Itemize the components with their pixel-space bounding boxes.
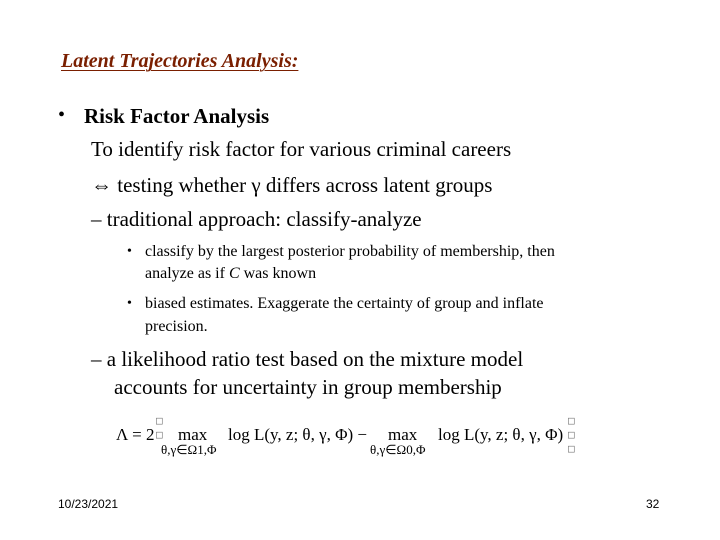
sub-bullet-symbol: • <box>127 296 132 311</box>
line-testing <box>91 173 492 198</box>
formula-subscript: θ,γ∈Ω0,Φ <box>370 442 426 457</box>
testing-text: testing whether γ differs across latent groups <box>117 173 493 197</box>
footer-date: 10/23/2021 <box>58 497 119 511</box>
formula-lhs: Λ = 2 <box>116 425 155 444</box>
placeholder-glyph: □ <box>568 428 575 441</box>
line-lrt: – a likelihood ratio test based on the mixture model <box>91 347 524 371</box>
double-arrow-icon: ⇔ <box>91 173 112 197</box>
placeholder-glyph: □ <box>156 414 163 427</box>
line-lrt-cont: accounts for uncertainty in group membership <box>114 375 502 399</box>
line-identify: To identify risk factor for various criminal careers <box>91 137 512 161</box>
formula-term: log L(y, z; θ, γ, Φ) <box>438 425 564 444</box>
placeholder-glyph: □ <box>568 442 575 455</box>
page-number: 32 <box>646 497 660 511</box>
sub-bullet-text <box>145 262 316 286</box>
sub-bullet-text-cont: analyze as if C was known <box>145 265 317 282</box>
sub-bullet-text: biased estimates. Exaggerate the certainty of group and inflate <box>145 295 544 312</box>
sub-bullet-text-cont: precision. <box>145 318 208 335</box>
formula-max: max <box>388 425 418 444</box>
sub-bullet-text: classify by the largest posterior probability of membership, then <box>145 243 555 260</box>
placeholder-glyph: □ <box>156 428 163 441</box>
variable-c: C <box>228 265 240 282</box>
line-traditional: – traditional approach: classify-analyze <box>91 207 422 231</box>
bullet-heading: Risk Factor Analysis <box>84 104 270 128</box>
formula-max: max <box>178 425 208 444</box>
placeholder-glyph: □ <box>568 414 575 427</box>
slide-title: Latent Trajectories Analysis: <box>61 50 299 72</box>
formula-subscript: θ,γ∈Ω1,Φ <box>161 442 217 457</box>
sub-bullet-symbol: • <box>127 244 132 259</box>
bullet-symbol: • <box>58 104 66 126</box>
likelihood-ratio-formula <box>116 412 586 464</box>
formula-term: log L(y, z; θ, γ, Φ) − <box>228 425 368 444</box>
